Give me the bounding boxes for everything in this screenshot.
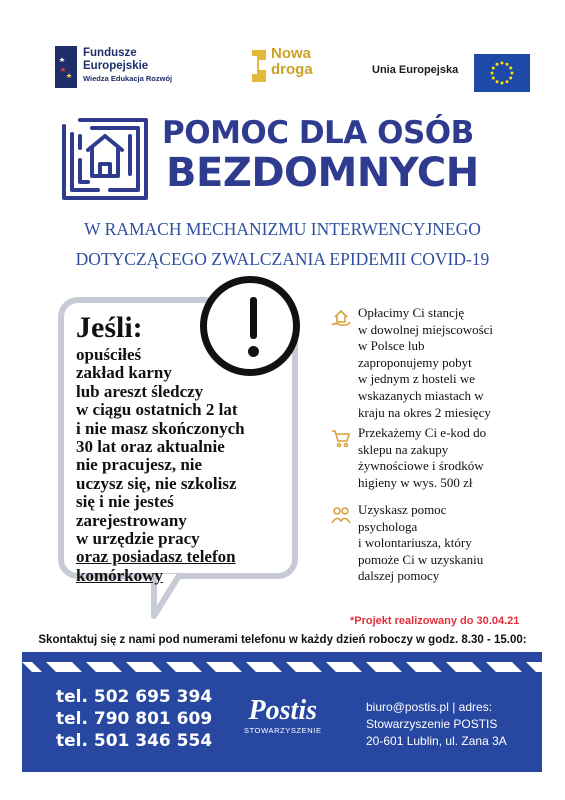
address-street: 20-601 Lublin, ul. Zana 3A — [366, 734, 507, 748]
fundusze-star-icon — [55, 46, 77, 88]
footer-stripes — [22, 658, 542, 676]
conditions-text — [76, 310, 245, 585]
eu-flag-icon — [474, 54, 530, 92]
offer-shopping-text: Przekażemy Ci e-kod do sklepu na zakupy żywnościowe i środków higieny w wys. 500 zł — [358, 425, 487, 490]
postis-sub: STOWARZYSZENIE — [244, 726, 322, 735]
fundusze-line2: Europejskie — [83, 60, 149, 72]
contact-line: Skontaktuj się z nami pod numerami telefonu w każdy dzień roboczy w godz. 8.30 - 15.00: — [38, 634, 527, 646]
offer-shopping — [330, 425, 540, 491]
offer-support-text: Uzyskasz pomoc psychologa i wolontariusza, który pomoże Ci w uzyskaniu dalszej pomocy — [358, 502, 484, 584]
offer-housing-text: Opłacimy Ci stancję w dowolnej miejscowości w Polsce lub zaproponujemy pobyt w jednym z hosteli we wskazanych miastach w kraju na okres 2 miesięcy — [358, 305, 494, 420]
logos-row — [0, 44, 565, 96]
conditions-body: opuściłeś zakład karny lub areszt śledczy w ciągu ostatnich 2 lat i nie masz skończonych 30 lat oraz aktualnie nie pracujesz, nie uczysz się, nie szkolisz się i nie jesteś zarejestrowany w urzędzie pracy — [76, 345, 245, 549]
phone-3[interactable]: tel. 501 346 554 — [56, 731, 213, 751]
title-line2: BEZDOMNYCH — [166, 150, 479, 196]
nowa-droga-mark-icon — [250, 46, 268, 86]
offer-support — [330, 502, 540, 585]
fundusze-europejskie-logo — [55, 46, 172, 88]
footer-panel — [22, 652, 542, 772]
conditions-underlined: oraz posiadasz telefon komórkowy — [76, 547, 236, 585]
address-block — [366, 699, 507, 750]
title-line1: POMOC DLA OSÓB — [162, 115, 474, 151]
project-note: *Projekt realizowany do 30.04.21 — [350, 615, 520, 627]
unia-europejska-label: Unia Europejska — [372, 64, 459, 76]
fundusze-line3: Wiedza Edukacja Rozwój — [83, 74, 173, 83]
nowa-droga-line1: Nowa — [271, 45, 312, 62]
postis-name: Postis — [248, 695, 318, 726]
shopping-cart-icon — [330, 427, 352, 449]
hand-house-icon — [330, 307, 352, 329]
support-people-icon — [330, 504, 352, 526]
phone-list — [56, 686, 212, 752]
nowa-droga-line2: droga — [271, 61, 313, 78]
fundusze-line1: Fundusze — [83, 47, 137, 59]
address-org: Stowarzyszenie POSTIS — [366, 717, 498, 731]
offer-housing — [330, 305, 540, 421]
address-email[interactable]: biuro@postis.pl | adres: — [366, 700, 493, 714]
maze-house-icon — [58, 114, 152, 204]
postis-logo — [244, 696, 322, 735]
subtitle-line2: DOTYCZĄCEGO ZWALCZANIA EPIDEMII COVID-19 — [75, 249, 490, 269]
phone-1[interactable]: tel. 502 695 394 — [56, 687, 213, 707]
subtitle-line1: W RAMACH MECHANIZMU INTERWENCYJNEGO — [84, 219, 481, 239]
conditions-heading: Jeśli: — [76, 311, 143, 344]
nowa-droga-logo — [250, 46, 313, 86]
phone-2[interactable]: tel. 790 801 609 — [56, 709, 213, 729]
page-title — [162, 115, 479, 195]
